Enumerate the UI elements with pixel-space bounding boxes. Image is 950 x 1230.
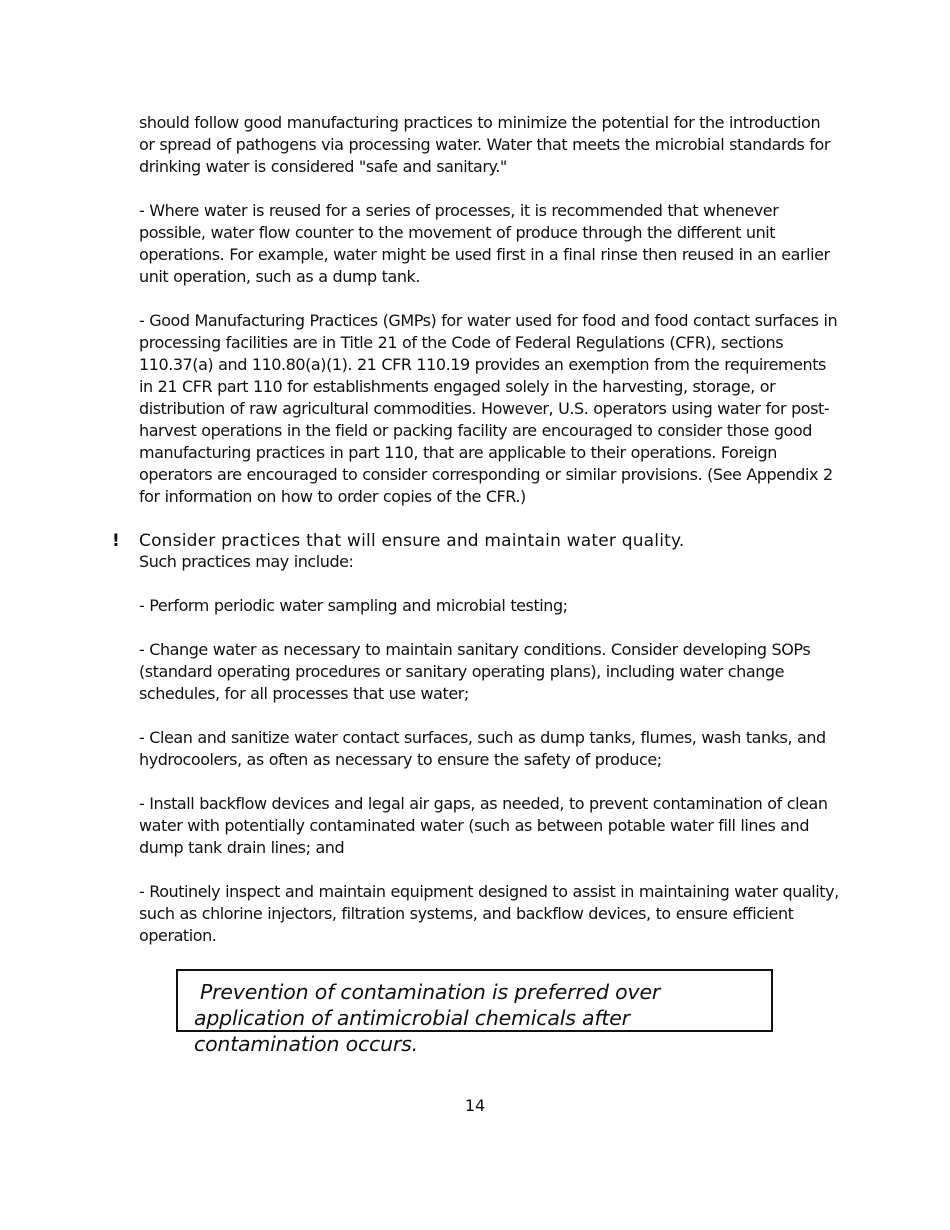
practice-item: - Routinely inspect and maintain equipment designed to assist in maintaining water quality, such as chlorine injectors, filtration systems, and backflow devices, to ensure efficient operation. [139, 882, 839, 945]
bullet-heading: Consider practices that will ensure and maintain water quality. [139, 531, 685, 551]
paragraph-cfr-gmps: - Good Manufacturing Practices (GMPs) for water used for food and food contact surfaces in processing facilities are in Title 21 of the Code of Federal Regulations (CFR), sections 110.37(a) and 110.80(a)(1). 21 CFR 110.19 provides an exemption from the requirements in 21 CFR part 110 for establishments engaged solely in the harvesting, storage, or distribution of raw agricultural commodities. However, U.S. operators using water for post-harvest operations in the field or packing facility are encouraged to consider those good manufacturing practices in part 110, that are applicable to their operations. Foreign operators are encouraged to consider corresponding or similar provisions. (See Appendix 2 for information on how to order copies of the CFR.) [139, 311, 838, 506]
practice-item: - Install backflow devices and legal air gaps, as needed, to prevent contamination of clean water with potentially contaminated water (such as between potable water fill lines and dump tank drain lines; and [139, 794, 828, 857]
practice-item: - Clean and sanitize water contact surfaces, such as dump tanks, flumes, wash tanks, and hydrocoolers, as often as necessary to ensure the safety of produce; [139, 728, 826, 769]
bullet-mark: ! [112, 531, 120, 551]
callout-text: Prevention of contamination is preferred over application of antimicrobial chemicals after contamination occurs. [194, 980, 661, 1056]
callout-box [176, 969, 773, 1056]
paragraph-gmp-processing-water: should follow good manufacturing practices to minimize the potential for the introduction or spread of pathogens via processing water. Water that meets the microbial standards for drinking water is considered "safe and sanitary." [139, 113, 830, 176]
practice-item: - Perform periodic water sampling and microbial testing; [139, 596, 568, 615]
paragraph-water-reuse: - Where water is reused for a series of processes, it is recommended that whenever possible, water flow counter to the movement of produce through the different unit operations. For example, water might be used first in a final rinse then reused in an earlier unit operation, such as a dump tank. [139, 201, 830, 286]
practice-item: - Change water as necessary to maintain sanitary conditions. Consider developing SOPs (standard operating procedures or sanitary operating plans), including water change schedules, for all processes that use water; [139, 640, 811, 703]
bullet-intro: Such practices may include: [139, 552, 354, 571]
page-number: 14 [464, 1096, 486, 1115]
